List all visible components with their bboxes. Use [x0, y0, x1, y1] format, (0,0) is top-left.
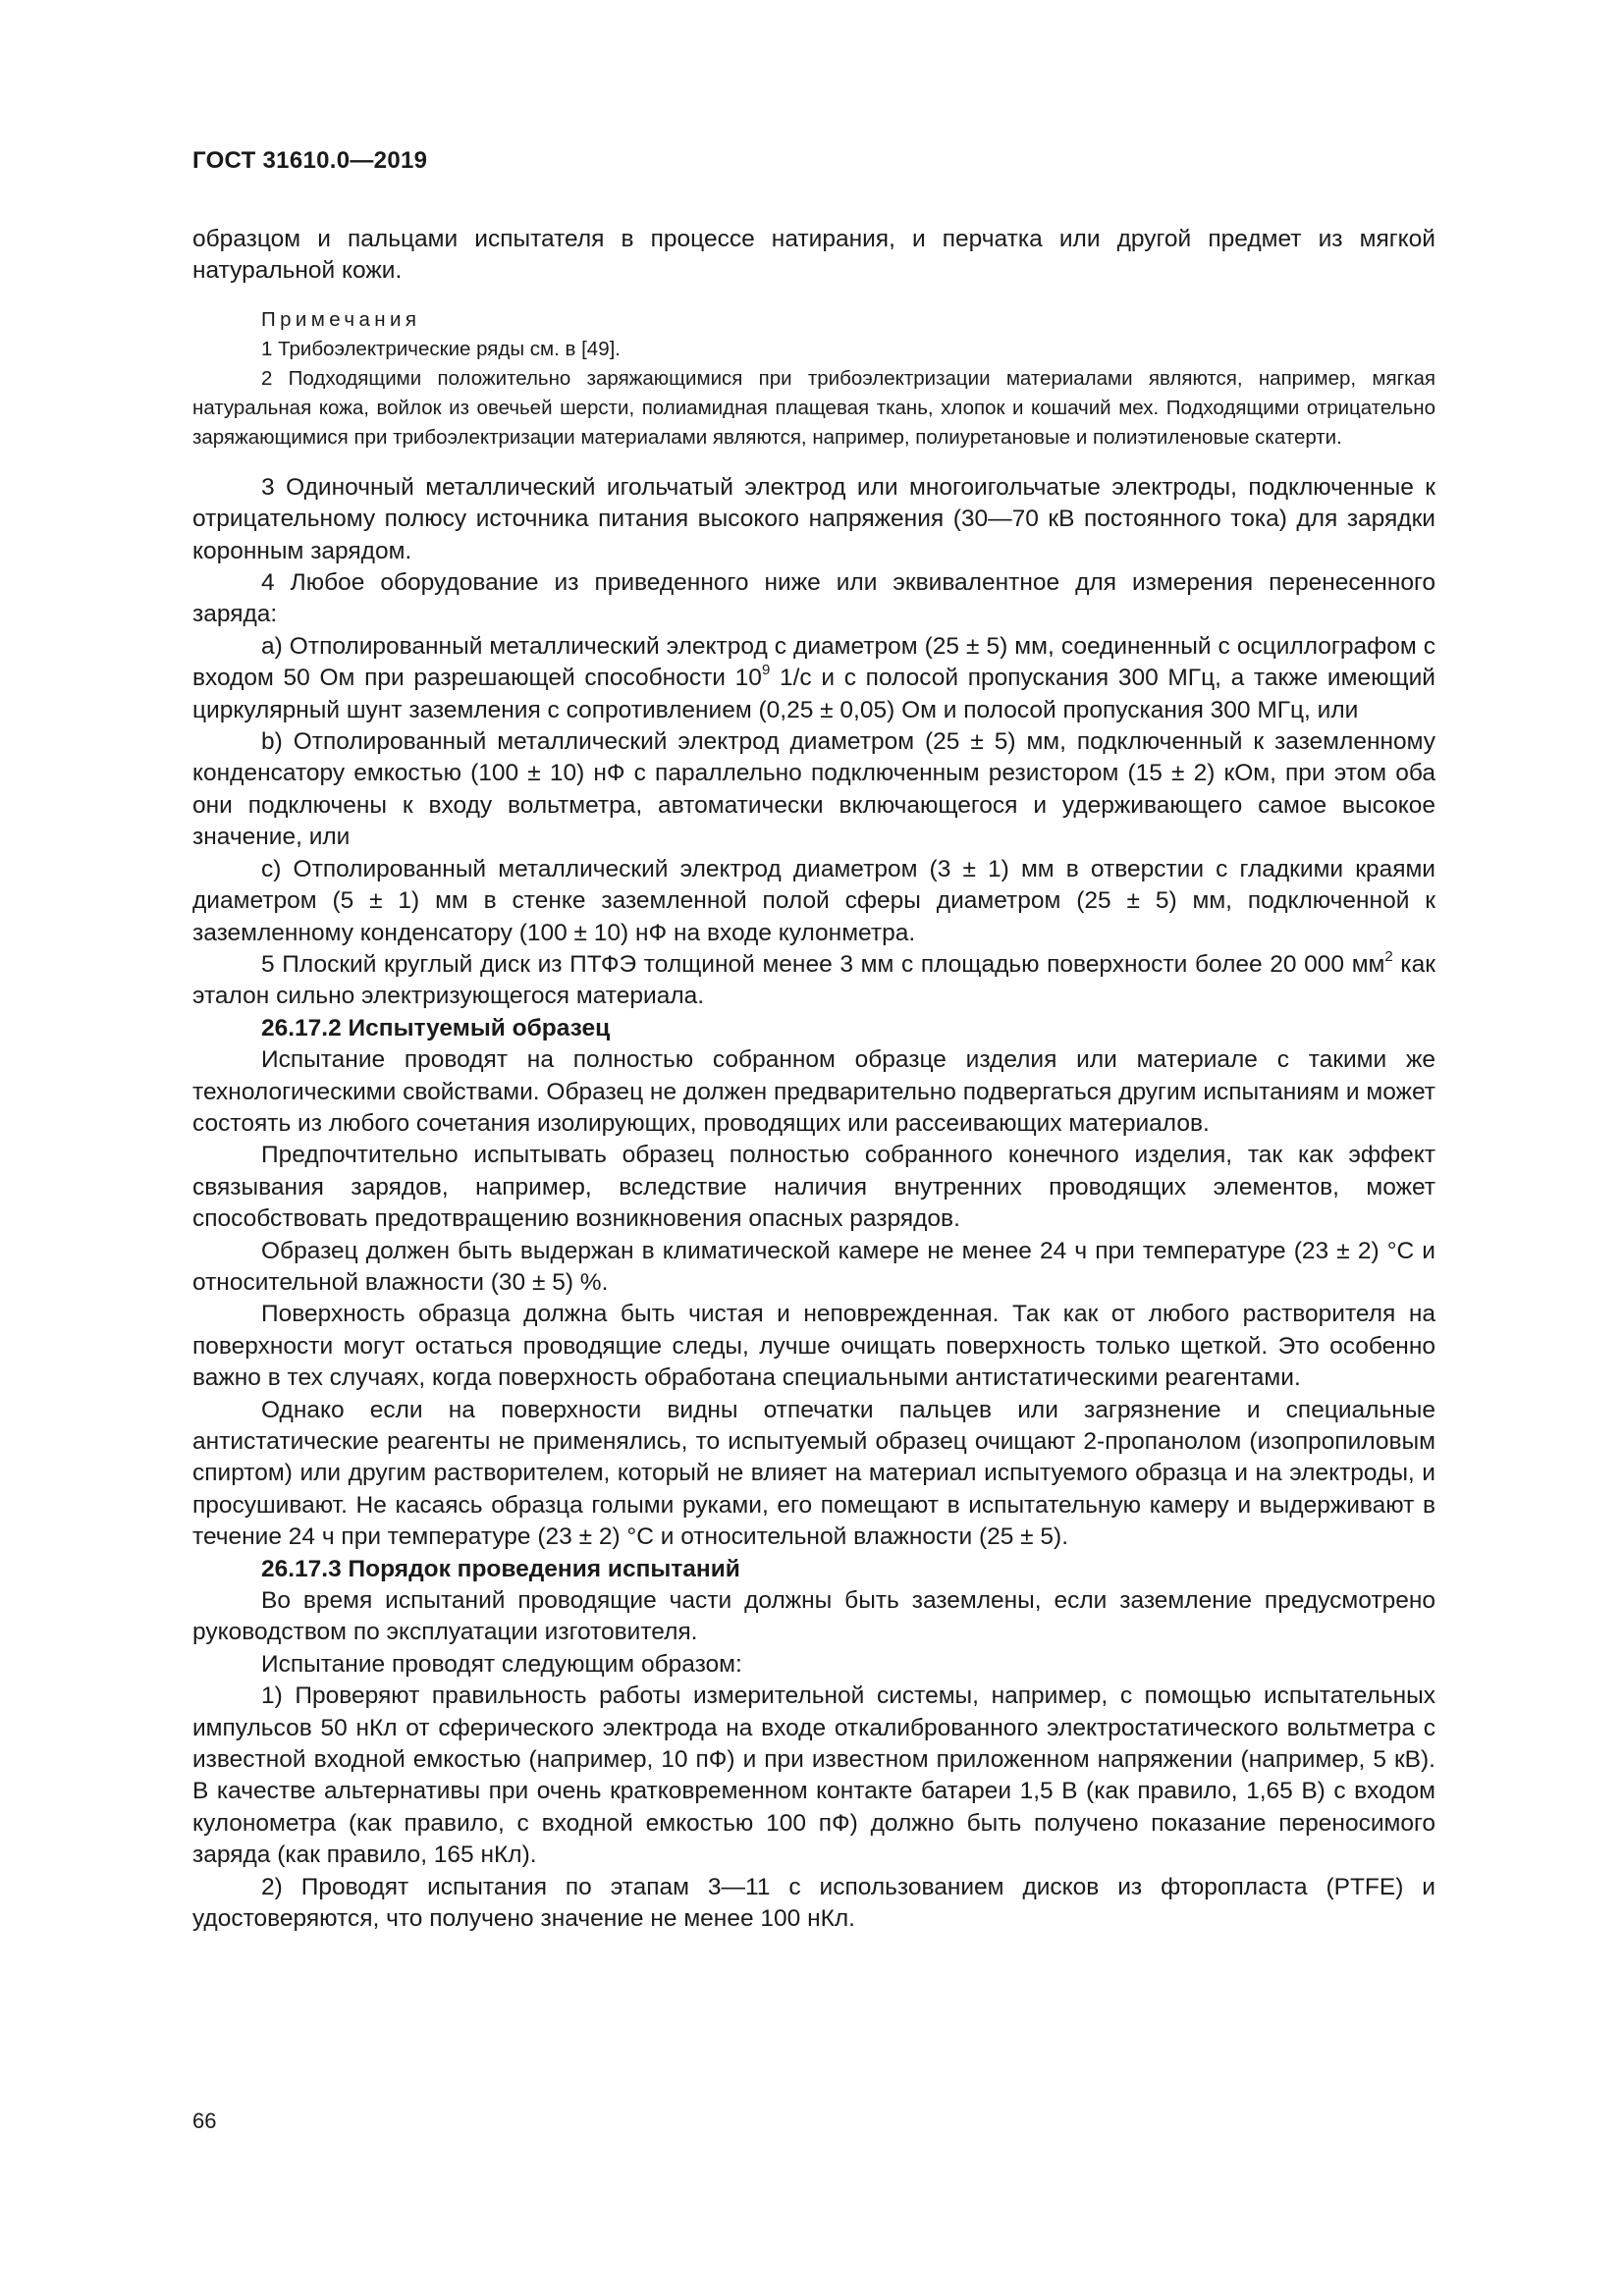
equipment-item-4: 4 Любое оборудование из приведенного ниже или эквивалентное для измерения перенесенного заряда: [192, 569, 1435, 628]
section-paragraph: Испытание проводят на полностью собранном образце изделия или материале с такими же технологическими свойствами. Образец не должен предварительно подвергаться другим испытаниям и может состоять из любого сочетания изолирующих, проводящих или рассеивающих материалов. [192, 1046, 1435, 1137]
equipment-item-4b: b) Отполированный металлический электрод диаметром (25 ± 5) мм, подключенный к заземленному конденсатору емкостью (100 ± 10) нФ с параллельно подключенным резистором (15 ± 2) кОм, при этом оба они подключены к входу вольтметра, автоматически включающегося и удерживающего самое высокое значение, или [192, 728, 1435, 851]
paragraph-continuation: образцом и пальцами испытателя в процессе натирания, и перчатка или другой предмет из мягкой натуральной кожи. [192, 226, 1435, 285]
equipment-item-5 [192, 949, 1435, 1013]
section-paragraph: 2) Проводят испытания по этапам 3—11 с использованием дисков из фторопласта (PTFE) и удостоверяются, что получено значение не менее 100 нКл. [192, 1873, 1435, 1933]
superscript: 9 [761, 662, 771, 679]
section-paragraph: Образец должен быть выдержан в климатической камере не менее 24 ч при температуре (23 ± 2) °С и относительной влажности (30 ± 5) %. [192, 1237, 1435, 1296]
item-5-text: 5 Плоский круглый диск из ПТФЭ толщиной менее 3 мм с площадью поверхности более 20 000 мм [261, 950, 1385, 978]
section-paragraph: Поверхность образца должна быть чистая и неповрежденная. Так как от любого растворителя на поверхности могут остаться проводящие следы, лучше очищать поверхность только щеткой. Это особенно важно в тех случаях, когда поверхность обработана специальными антистатическими реагентами. [192, 1301, 1435, 1392]
page-number: 66 [192, 2109, 217, 2133]
section-paragraph: Однако если на поверхности видны отпечатки пальцев или загрязнение и специальные антистатические реагенты не применялись, то испытуемый образец очищают 2-пропанолом (изопропиловым спиртом) или другим растворителем, который не влияет на материал испытуемого образца и на электроды, и просушивают. Не касаясь образца голыми руками, его помещают в испытательную камеру и выдерживают в течение 24 ч при температуре (23 ± 2) °С и относительной влажности (25 ± 5). [192, 1396, 1435, 1551]
section-heading-26-17-3: 26.17.3 Порядок проведения испытаний [261, 1555, 740, 1582]
superscript: 2 [1384, 947, 1393, 965]
section-paragraph: Испытание проводят следующим образом: [261, 1650, 742, 1678]
item-4a-text: a) Отполированный металлический электрод с диаметром (25 ± 5) мм, соединенный с осциллографом с входом 50 Ом при разрешающей способности 10 [192, 632, 1435, 692]
note-item: 2 Подходящими положительно заряжающимися при трибоэлектризации материалами являются, например, мягкая натуральная кожа, войлок из овечьей шерсти, полиамидная плащевая ткань, хлопок и кошачий мех. Подходящими отрицательно заряжающимися при трибоэлектризации материалами являются, например, полиуретановые и полиэтиленовые скатерти. [192, 366, 1435, 449]
note-item: 1 Трибоэлектрические ряды см. в [49]. [261, 337, 621, 360]
notes-block [192, 305, 1435, 453]
page-content [192, 224, 1435, 1936]
item-5-text-rest: как эталон сильно электризующегося материала. [192, 950, 1435, 1010]
section-paragraph: 1) Проверяют правильность работы измерительной системы, например, с помощью испытательных импульсов 50 нКл от сферического электрода на входе откалиброванного электростатического вольтметра с известной входной емкостью (например, 10 пФ) и при известном приложенном напряжении (например, 5 кВ). В качестве альтернативы при очень кратковременном контакте батареи 1,5 В (как правило, 1,65 В) с входом кулонометра (как правило, с входной емкостью 100 пФ) должно быть получено показание переносимого заряда (как правило, 165 нКл). [192, 1682, 1435, 1869]
section-paragraph: Во время испытаний проводящие части должны быть заземлены, если заземление предусмотрено руководством по эксплуатации изготовителя. [192, 1587, 1435, 1646]
section-paragraph: Предпочтительно испытывать образец полностью собранного конечного изделия, так как эффект связывания зарядов, например, вследствие наличия внутренних проводящих элементов, может способствовать предотвращению возникновения опасных разрядов. [192, 1142, 1435, 1233]
item-4a-text-rest: 1/с и с полосой пропускания 300 МГц, а также имеющий циркулярный шунт заземления с сопротивлением (0,25 ± 0,05) Ом и полосой пропускания 300 МГц, или [192, 665, 1435, 723]
equipment-item-4a [192, 631, 1435, 726]
section-heading-26-17-2: 26.17.2 Испытуемый образец [261, 1014, 611, 1041]
page-header: ГОСТ 31610.0—2019 [192, 147, 428, 174]
equipment-item-3: 3 Одиночный металлический игольчатый электрод или многоигольчатые электроды, подключенные к отрицательному полюсу источника питания высокого напряжения (30—70 кВ постоянного тока) для зарядки коронным зарядом. [192, 473, 1435, 564]
equipment-item-4c: c) Отполированный металлический электрод диаметром (3 ± 1) мм в отверстии с гладкими краями диаметром (5 ± 1) мм в стенке заземленной полой сферы диаметром (25 ± 5) мм, подключенной к заземленному конденсатору (100 ± 10) нФ на входе кулонметра. [192, 855, 1435, 946]
notes-title: Примечания [261, 307, 421, 331]
